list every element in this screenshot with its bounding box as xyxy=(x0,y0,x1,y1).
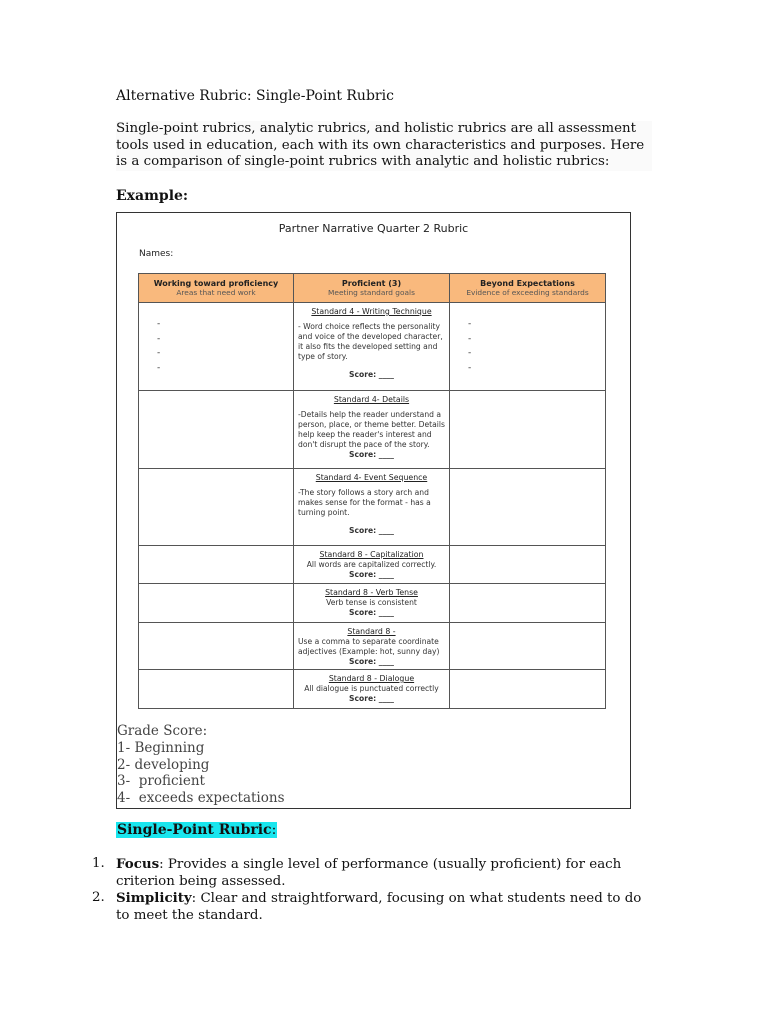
proficient-cell: Standard 4- Event Sequence -The story follows a story arch and makes sense for the format - has a turning point. Score: ____ xyxy=(294,469,450,546)
single-point-heading: Single-Point Rubric: xyxy=(117,822,277,838)
table-row xyxy=(139,303,606,391)
beyond-cell: - - - - xyxy=(450,303,606,391)
intro-paragraph: Single-point rubrics, analytic rubrics, and holistic rubrics are all assessment tools used in education, each with its own characteristics and purposes. Here is a comparison of single-point rubrics with analytic and holistic rubrics: xyxy=(116,121,652,171)
example-label: Example: xyxy=(116,188,189,204)
list-item: 2. Simplicity: Clear and straightforward, focusing on what students need to do to meet the standard. xyxy=(92,890,642,923)
table-row xyxy=(139,623,606,670)
header-beyond: Beyond Expectations Evidence of exceeding standards xyxy=(450,274,606,303)
grade-score-label: Grade Score: xyxy=(117,723,208,739)
list-item: 1. Focus: Provides a single level of performance (usually proficient) for each criterion being assessed. xyxy=(92,856,622,889)
rubric-title: Partner Narrative Quarter 2 Rubric xyxy=(278,222,469,235)
proficient-cell: Standard 8 - Capitalization All words are capitalized correctly. Score: ____ xyxy=(294,546,450,584)
table-row xyxy=(139,391,606,469)
document-title: Alternative Rubric: Single-Point Rubric xyxy=(116,88,394,104)
single-point-list xyxy=(92,856,652,924)
rubric-table xyxy=(138,273,606,709)
proficient-cell: Standard 8 - Use a comma to separate coordinate adjectives (Example: hot, sunny day) Score: ____ xyxy=(294,623,450,670)
grade-score-list xyxy=(117,723,285,807)
proficient-cell: Standard 8 - Verb Tense Verb tense is consistent Score: ____ xyxy=(294,584,450,623)
proficient-cell: Standard 4 - Writing Technique - Word choice reflects the personality and voice of the developed character, it also fits the developed setting and type of story. Score: ____ xyxy=(294,303,450,391)
working-cell: - - - - xyxy=(139,303,294,391)
header-working-toward: Working toward proficiency Areas that need work xyxy=(139,274,294,303)
names-label: Names: xyxy=(139,249,174,259)
rubric-header-row xyxy=(139,274,606,303)
proficient-cell: Standard 8 - Dialogue All dialogue is punctuated correctly Score: ____ xyxy=(294,670,450,709)
table-row xyxy=(139,469,606,546)
grade-item: 1- Beginning xyxy=(117,739,205,756)
header-proficient: Proficient (3) Meeting standard goals xyxy=(294,274,450,303)
table-row xyxy=(139,584,606,623)
grade-item: 2- developing xyxy=(117,756,210,773)
table-row xyxy=(139,670,606,709)
grade-item: 4- exceeds expectations xyxy=(117,790,285,807)
table-row xyxy=(139,546,606,584)
grade-item: 3- proficient xyxy=(117,773,205,790)
example-rubric-image xyxy=(116,212,631,809)
proficient-cell: Standard 4- Details -Details help the reader understand a person, place, or theme better. Details help keep the reader's interest and don't disrupt the pace of the story. Score: ____ xyxy=(294,391,450,469)
